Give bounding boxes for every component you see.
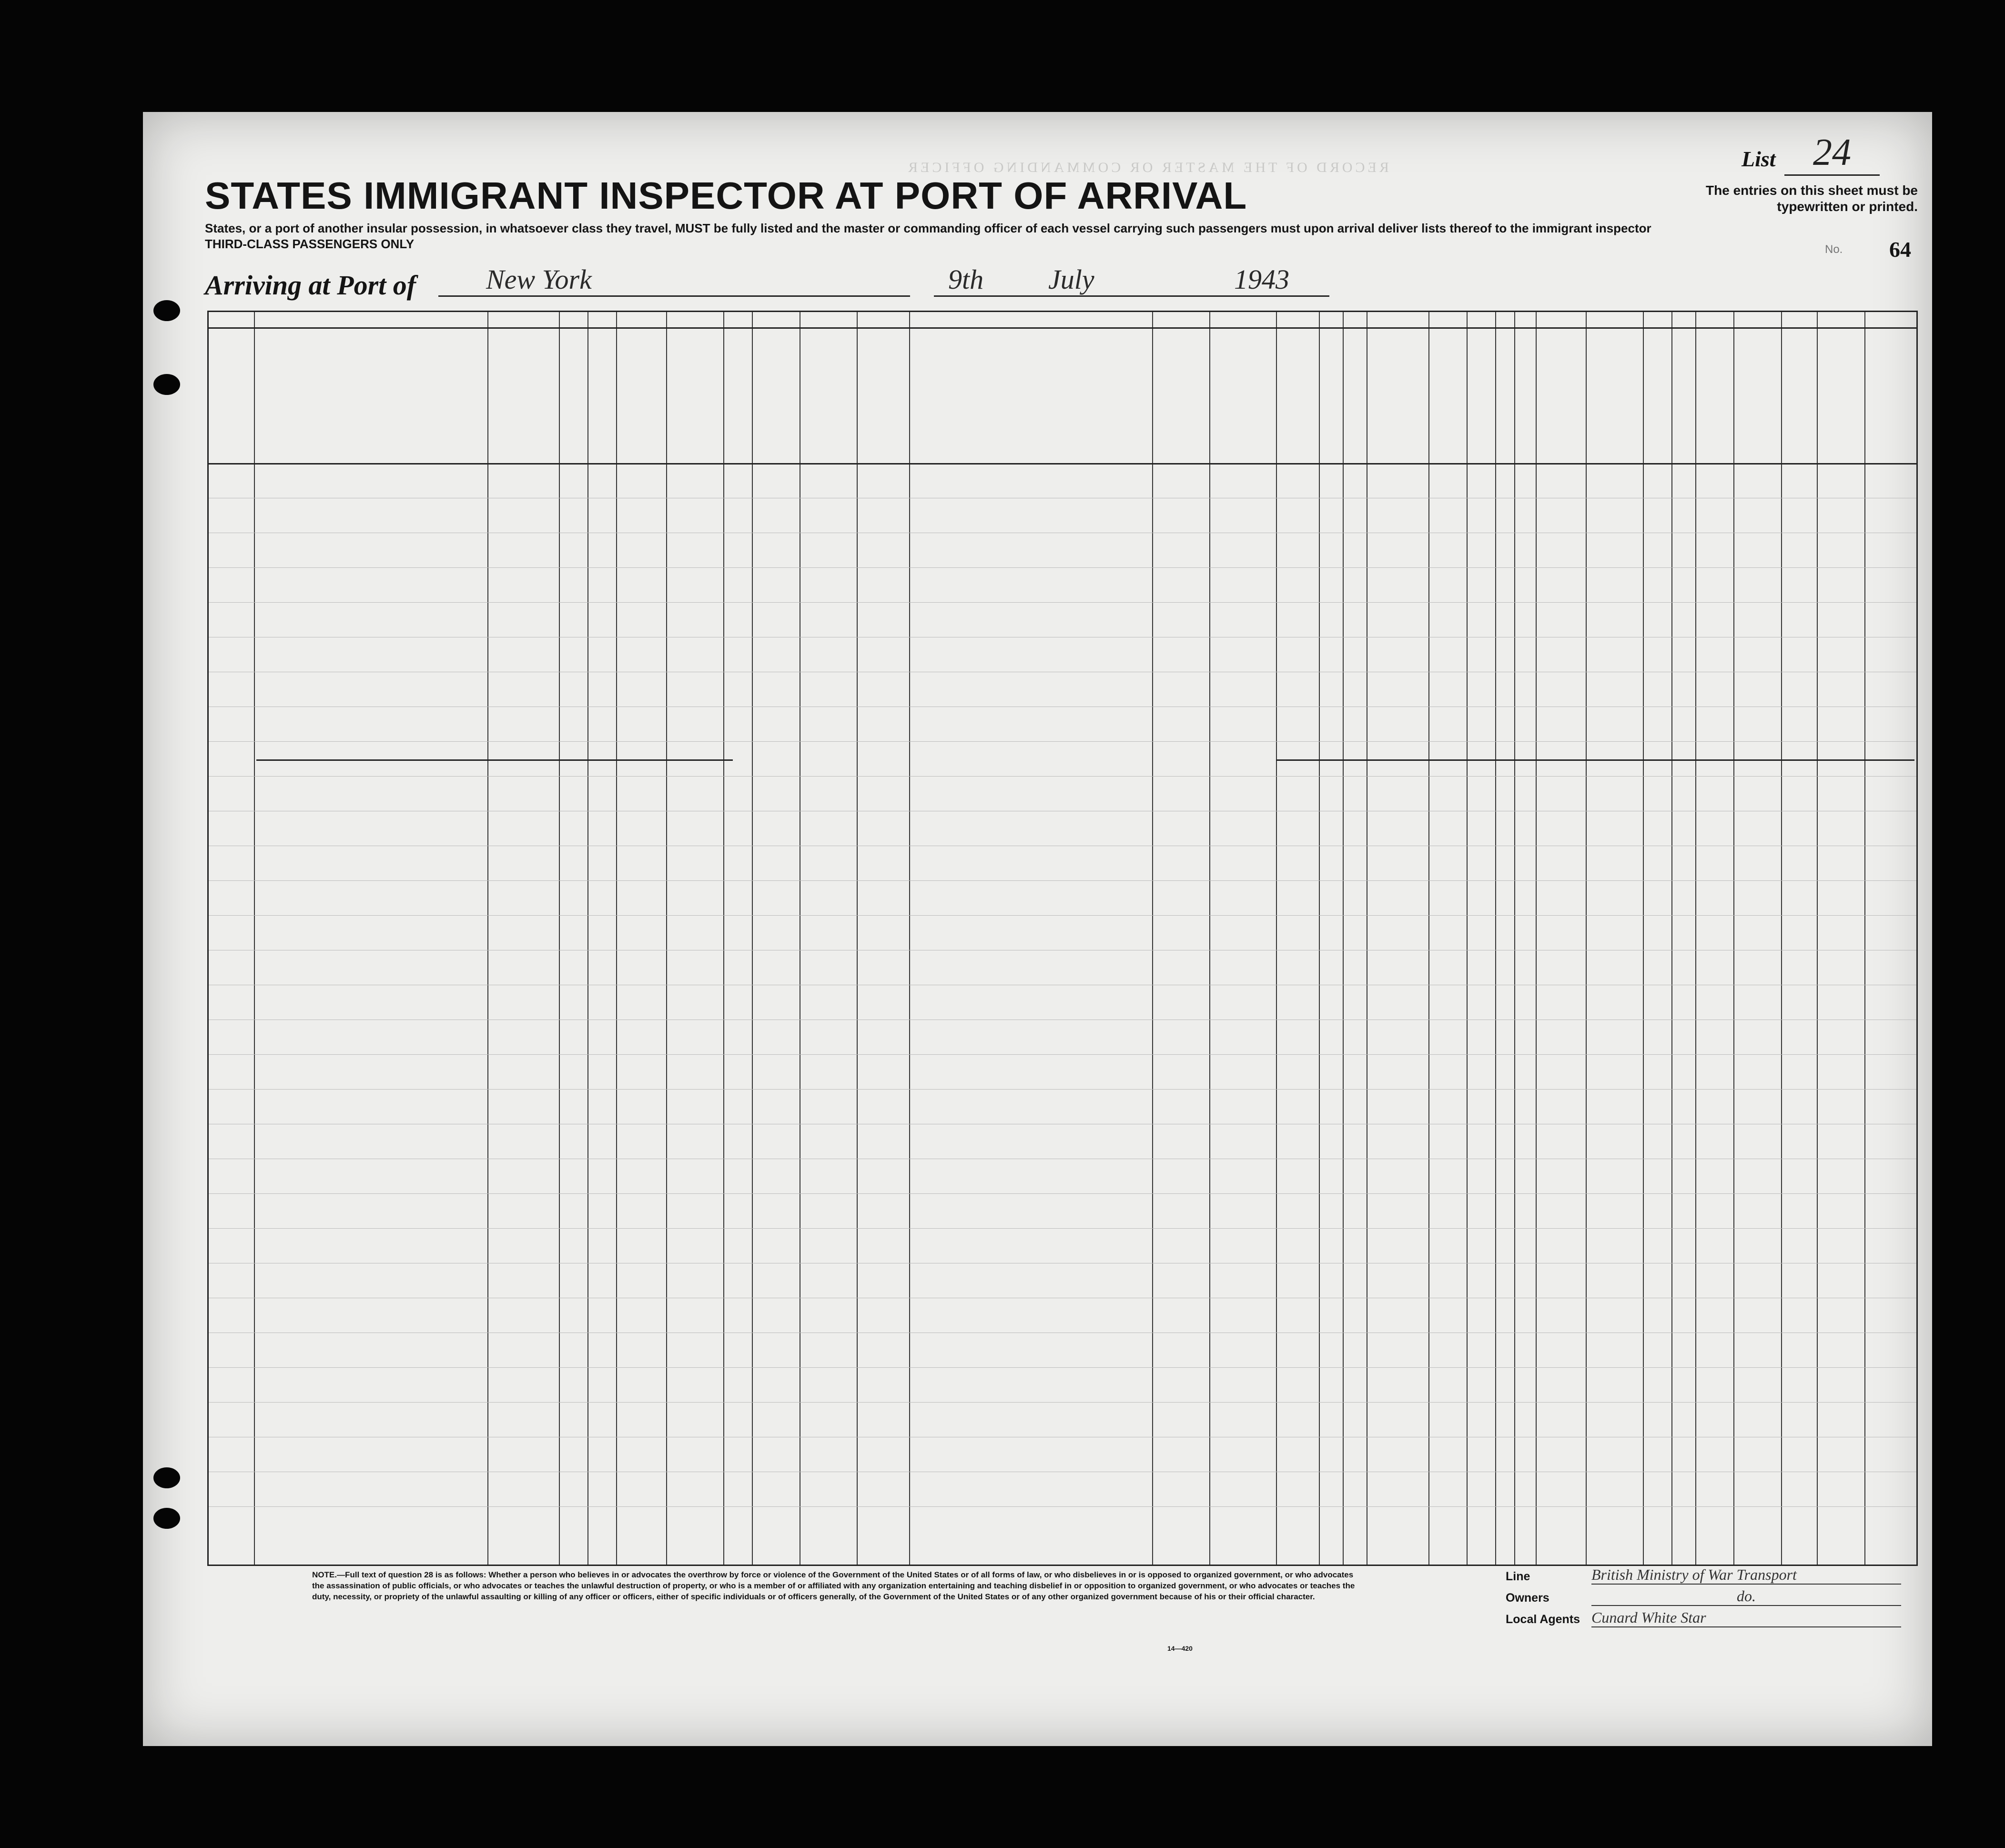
row-rule — [209, 1506, 1916, 1507]
year-value: 1943 — [1234, 264, 1289, 295]
column-divider — [1152, 312, 1153, 1565]
column-divider — [1467, 312, 1468, 1565]
code-small: No. — [1825, 243, 1843, 256]
page-subtitle — [205, 221, 1730, 252]
list-note: The entries on this sheet must be typewritten or printed. — [1706, 183, 1918, 214]
year-line — [1234, 295, 1329, 297]
row-rule — [209, 1089, 1916, 1090]
header-rotated-c25 — [1346, 345, 1364, 460]
agents-value: Cunard White Star — [1591, 1609, 1901, 1627]
punch-hole — [153, 1467, 180, 1488]
punch-hole — [153, 300, 180, 321]
row-rule — [209, 741, 1916, 742]
column-divider — [723, 312, 724, 1565]
column-divider — [587, 312, 588, 1565]
manifest-table — [207, 311, 1918, 1566]
column-divider — [1428, 312, 1429, 1565]
header-rotated-fifty — [802, 345, 854, 460]
port-line — [438, 295, 910, 297]
column-divider — [1343, 312, 1344, 1565]
column-divider — [666, 312, 667, 1565]
header-rotated-purpose_b — [1303, 345, 1316, 460]
subtitle-line-1: States, or a port of another insular possession, in whatsoever class they travel, MUST be fully listed and the master or commanding officer of each vessel carrying such passengers must upon arrival deliver lists thereof to the immigrant inspector — [205, 221, 1651, 235]
column-divider — [1671, 312, 1672, 1565]
manifest-sheet — [143, 112, 1932, 1746]
header-rotated-c27 — [1431, 345, 1464, 460]
column-divider — [1864, 312, 1865, 1565]
header-rotated-c26 — [1369, 345, 1426, 460]
header-rotated-c30 — [1517, 345, 1533, 460]
row-rule — [209, 602, 1916, 603]
column-divider — [1276, 312, 1277, 1565]
strike-through-row-9 — [256, 759, 733, 761]
line-label: Line — [1506, 1570, 1530, 1583]
header-rotated-ticket — [669, 345, 720, 460]
form-code: 14—420 — [1167, 1645, 1193, 1652]
column-divider — [1695, 312, 1696, 1565]
list-label: List — [1742, 147, 1776, 171]
subtitle-line-2: THIRD-CLASS PASSENGERS ONLY — [205, 236, 415, 251]
faint-reversed-banner: RECORD OF THE MASTER OR COMMANDING OFFICER — [905, 160, 1389, 175]
column-divider — [909, 312, 910, 1565]
column-divider — [1781, 312, 1782, 1565]
month-value: July — [1048, 264, 1094, 295]
row-rule — [209, 1193, 1916, 1194]
column-divider — [1733, 312, 1734, 1565]
punch-hole — [153, 1508, 180, 1529]
column-divider — [487, 312, 488, 1565]
header-rotated-c28 — [1469, 345, 1492, 460]
sheet-code: 64 — [1889, 237, 1911, 262]
line-value: British Ministry of War Transport — [1591, 1566, 1901, 1585]
punch-hole — [153, 374, 180, 395]
row-rule — [209, 1228, 1916, 1229]
row-rule — [209, 1054, 1916, 1055]
owners-label: Owners — [1506, 1591, 1549, 1605]
list-number: 24 — [1784, 131, 1880, 176]
column-divider — [1586, 312, 1587, 1565]
row-rule — [209, 567, 1916, 568]
column-divider — [1495, 312, 1496, 1565]
day-value: 9th — [948, 264, 984, 295]
agents-label: Local Agents — [1506, 1613, 1580, 1626]
column-divider — [616, 312, 617, 1565]
row-rule — [209, 1402, 1916, 1403]
row-rule — [209, 776, 1916, 777]
port-value: New York — [486, 264, 592, 295]
column-divider — [1319, 312, 1320, 1565]
column-divider — [1536, 312, 1537, 1565]
header-rotated-inches — [1717, 345, 1731, 460]
arriving-label: Arriving at Port of — [205, 270, 416, 301]
footnote: NOTE.—Full text of question 28 is as follows: Whether a person who believes in or advocates the overthrow by force or violence of the Government of the United States or of all forms of law, or who disbelieves in or is opposed to organized government, or who advocates the assassination of public officials, or who advocates or teaches the unlawful destruction of property, or who is a member of or affiliated with any organization entertaining and teaching disbelief in or opposition to organized government, or who advocates or teaches the duty, necessity, or propriety of the unlawful assaulting or killing of any officer or officers, either of specific individuals or of officers generally, of the Government of the United States or of any other organized government because of his or their official character. — [312, 1570, 1355, 1601]
owners-value: do. — [1591, 1587, 1901, 1606]
header-rotated-feet — [1698, 345, 1711, 460]
header-rotated-purpose_c — [1322, 345, 1340, 460]
column-divider — [1209, 312, 1210, 1565]
column-divider — [1643, 312, 1644, 1565]
header-rotated-purpose_a — [1279, 345, 1297, 460]
header-rotated-c31 — [1539, 345, 1583, 460]
column-divider — [857, 312, 858, 1565]
column-divider — [1514, 312, 1515, 1565]
column-divider — [1817, 312, 1818, 1565]
header-rule — [209, 327, 1916, 329]
row-rule — [209, 880, 1916, 881]
header-rule — [209, 463, 1916, 465]
header-rotated-c29 — [1498, 345, 1511, 460]
column-divider — [559, 312, 560, 1565]
column-divider — [752, 312, 753, 1565]
row-rule — [209, 915, 1916, 916]
strike-through-row-9 — [1276, 759, 1914, 761]
page-title: STATES IMMIGRANT INSPECTOR AT PORT OF ARRIVAL — [205, 174, 1247, 217]
row-rule — [209, 1367, 1916, 1368]
column-divider — [254, 312, 255, 1565]
